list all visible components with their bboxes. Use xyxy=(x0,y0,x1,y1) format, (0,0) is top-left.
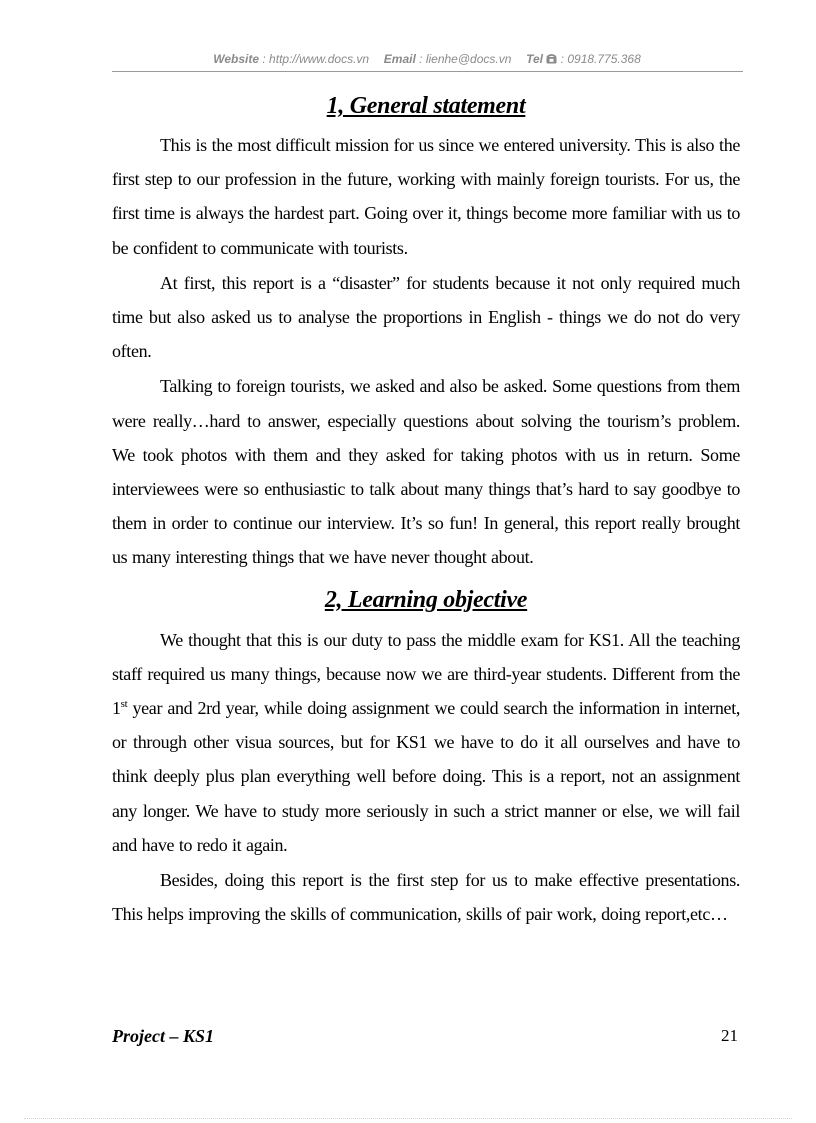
phone-icon xyxy=(546,54,557,64)
tel-number: : 0918.775.368 xyxy=(560,52,641,66)
ordinal-suffix: st xyxy=(120,698,128,711)
page-header xyxy=(112,52,742,66)
page-number: 21 xyxy=(721,1026,738,1045)
section-heading-learning-objective: 2, Learning objective xyxy=(324,586,528,613)
paragraph: This is the most difficult mission for us since we entered university. This is also the first step to our profession in the future, working with mainly foreign tourists. For us, the first time is always the hardest part. Going over it, things become more familiar with us to be confident to communicate with tourists. xyxy=(112,135,740,258)
paragraph: Besides, doing this report is the first step for us to make effective presentations. This helps improving the skills of communication, skills of pair work, doing report,etc… xyxy=(112,870,740,925)
website-label: Website xyxy=(213,52,260,66)
header-divider xyxy=(112,71,743,72)
paragraph: At first, this report is a “disaster” for students because it not only required much time but also asked us to analyse the proportions in English - things we do not do very often. xyxy=(112,272,740,362)
paragraph: Talking to foreign tourists, we asked and also be asked. Some questions from them were really…hard to answer, especially questions about solving the tourism’s problem. We took photos with them and they asked for taking photos with us in return. Some interviewees were so enthusiastic to talk about many things that’s hard to say goodbye to them in order to continue our interview. It’s so fun! In general, this report really brought us many interesting things that we have never thought about. xyxy=(112,376,740,568)
paragraph-text: year and 2rd year, while doing assignment we could search the information in internet, or through other visua sources, but for KS1 we have to do it all ourselves and have to think deeply plus plan everything well before doing. This is a report, not an assignment any longer. We have to study more seriously in such a strict manner or else, we will fail and have to redo it again. xyxy=(112,698,740,855)
page-bottom-border xyxy=(24,1118,792,1119)
footer-project-title: Project – KS1 xyxy=(112,1026,214,1046)
section-heading-general-statement: 1, General statement xyxy=(326,93,526,119)
tel-label: Tel xyxy=(526,52,543,66)
email-address[interactable]: : lienhe@docs.vn xyxy=(419,52,512,66)
email-label: Email xyxy=(383,52,416,66)
paragraph xyxy=(112,623,740,862)
page-body xyxy=(112,86,740,932)
website-url[interactable]: : http://www.docs.vn xyxy=(262,52,370,66)
paragraph-text: We thought that this is our duty to pass the middle exam for KS1. All the teaching staff required us many things, because now we are third-year students. Different from the 1 xyxy=(112,629,740,719)
